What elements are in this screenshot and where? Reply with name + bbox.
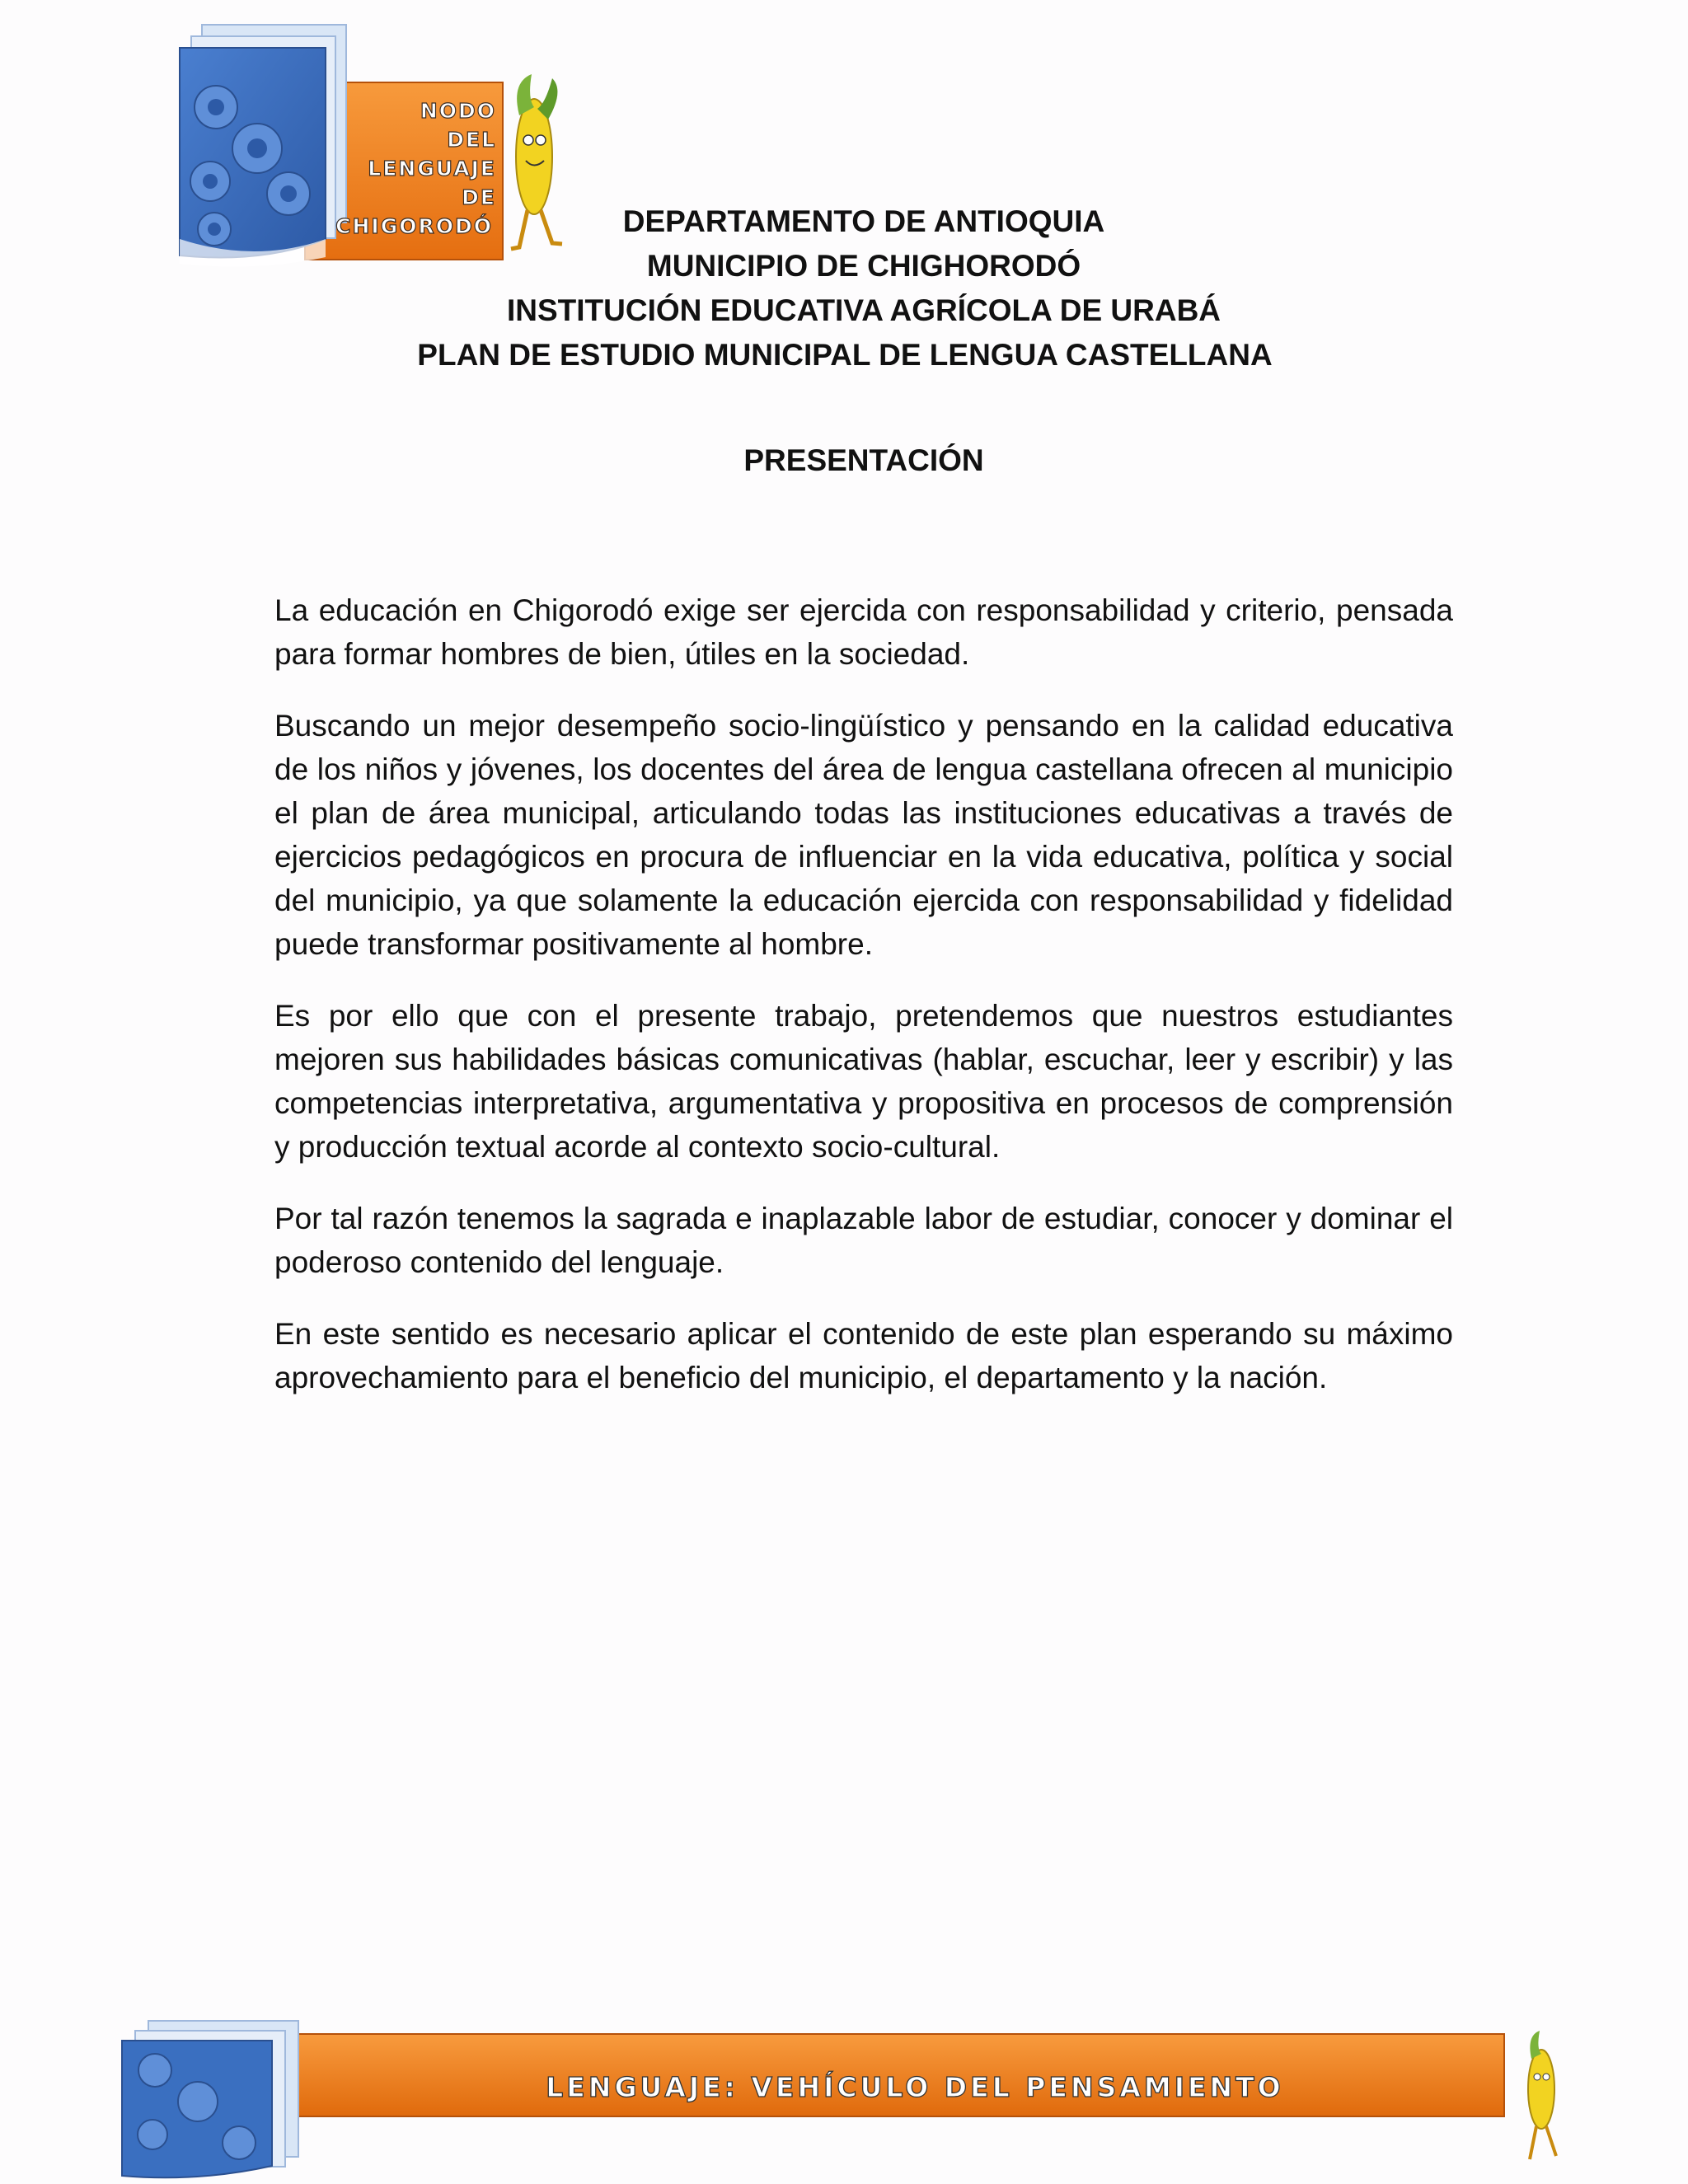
footer-banner [115, 2019, 1582, 2180]
logo-text-line: LENGUAJE [368, 157, 496, 180]
header-plan: PLAN DE ESTUDIO MUNICIPAL DE LENGUA CASTELLANA [417, 338, 1273, 372]
body-paragraph: La educación en Chigorodó exige ser ejercida con responsabilidad y criterio, pensada para formar hombres de bien, útiles en la sociedad. [274, 593, 1453, 671]
body-paragraph: En este sentido es necesario aplicar el contenido de este plan esperando su máximo aprovechamiento para el beneficio del municipio, el departamento y la nación. [274, 1317, 1453, 1394]
logo-text-line: CHIGORODÓ [335, 214, 493, 238]
logo-text-line: DE [462, 185, 496, 209]
header-municipality: MUNICIPIO DE CHIGHORODÓ [646, 249, 1081, 283]
body-paragraph: Por tal razón tenemos la sagrada e inaplazable labor de estudiar, conocer y dominar el poderoso contenido del lenguaje. [274, 1202, 1453, 1279]
logo-text-line: NODO [420, 99, 496, 123]
corn-mascot-icon [1528, 2031, 1556, 2159]
footer-slogan: LENGUAJE: VEHÍCULO DEL PENSAMIENTO [546, 2071, 1284, 2103]
section-title: PRESENTACIÓN [743, 443, 984, 477]
logo-text-line: DEL [447, 128, 496, 152]
header-institution: INSTITUCIÓN EDUCATIVA AGRÍCOLA DE URABÁ [506, 293, 1221, 327]
body-paragraph: Es por ello que con el presente trabajo, pretendemos que nuestros estudiantes mejoren sus habilidades básicas comunicativas (hablar, escuchar, leer y escribir) y las competencias interpretativa, argumentativa y propositiva en procesos de comprensión y producción textual acorde al contexto socio-cultural. [274, 999, 1453, 1164]
body-paragraph: Buscando un mejor desempeño socio-lingüístico y pensando en la calidad educativa de los niños y jóvenes, los docentes del área de lengua castellana ofrecen al municipio el plan de área municipal, articulando todas las instituciones educativas a través de ejercicios pedagógicos en procura de influenciar en la vida educativa, política y social del municipio, ya que solamente la educación ejercida con responsabilidad y fidelidad puede transformar positivamente al hombre. [274, 709, 1453, 961]
document-header [0, 199, 1688, 377]
header-department: DEPARTAMENTO DE ANTIOQUIA [622, 204, 1105, 238]
document-body [274, 588, 1453, 1427]
